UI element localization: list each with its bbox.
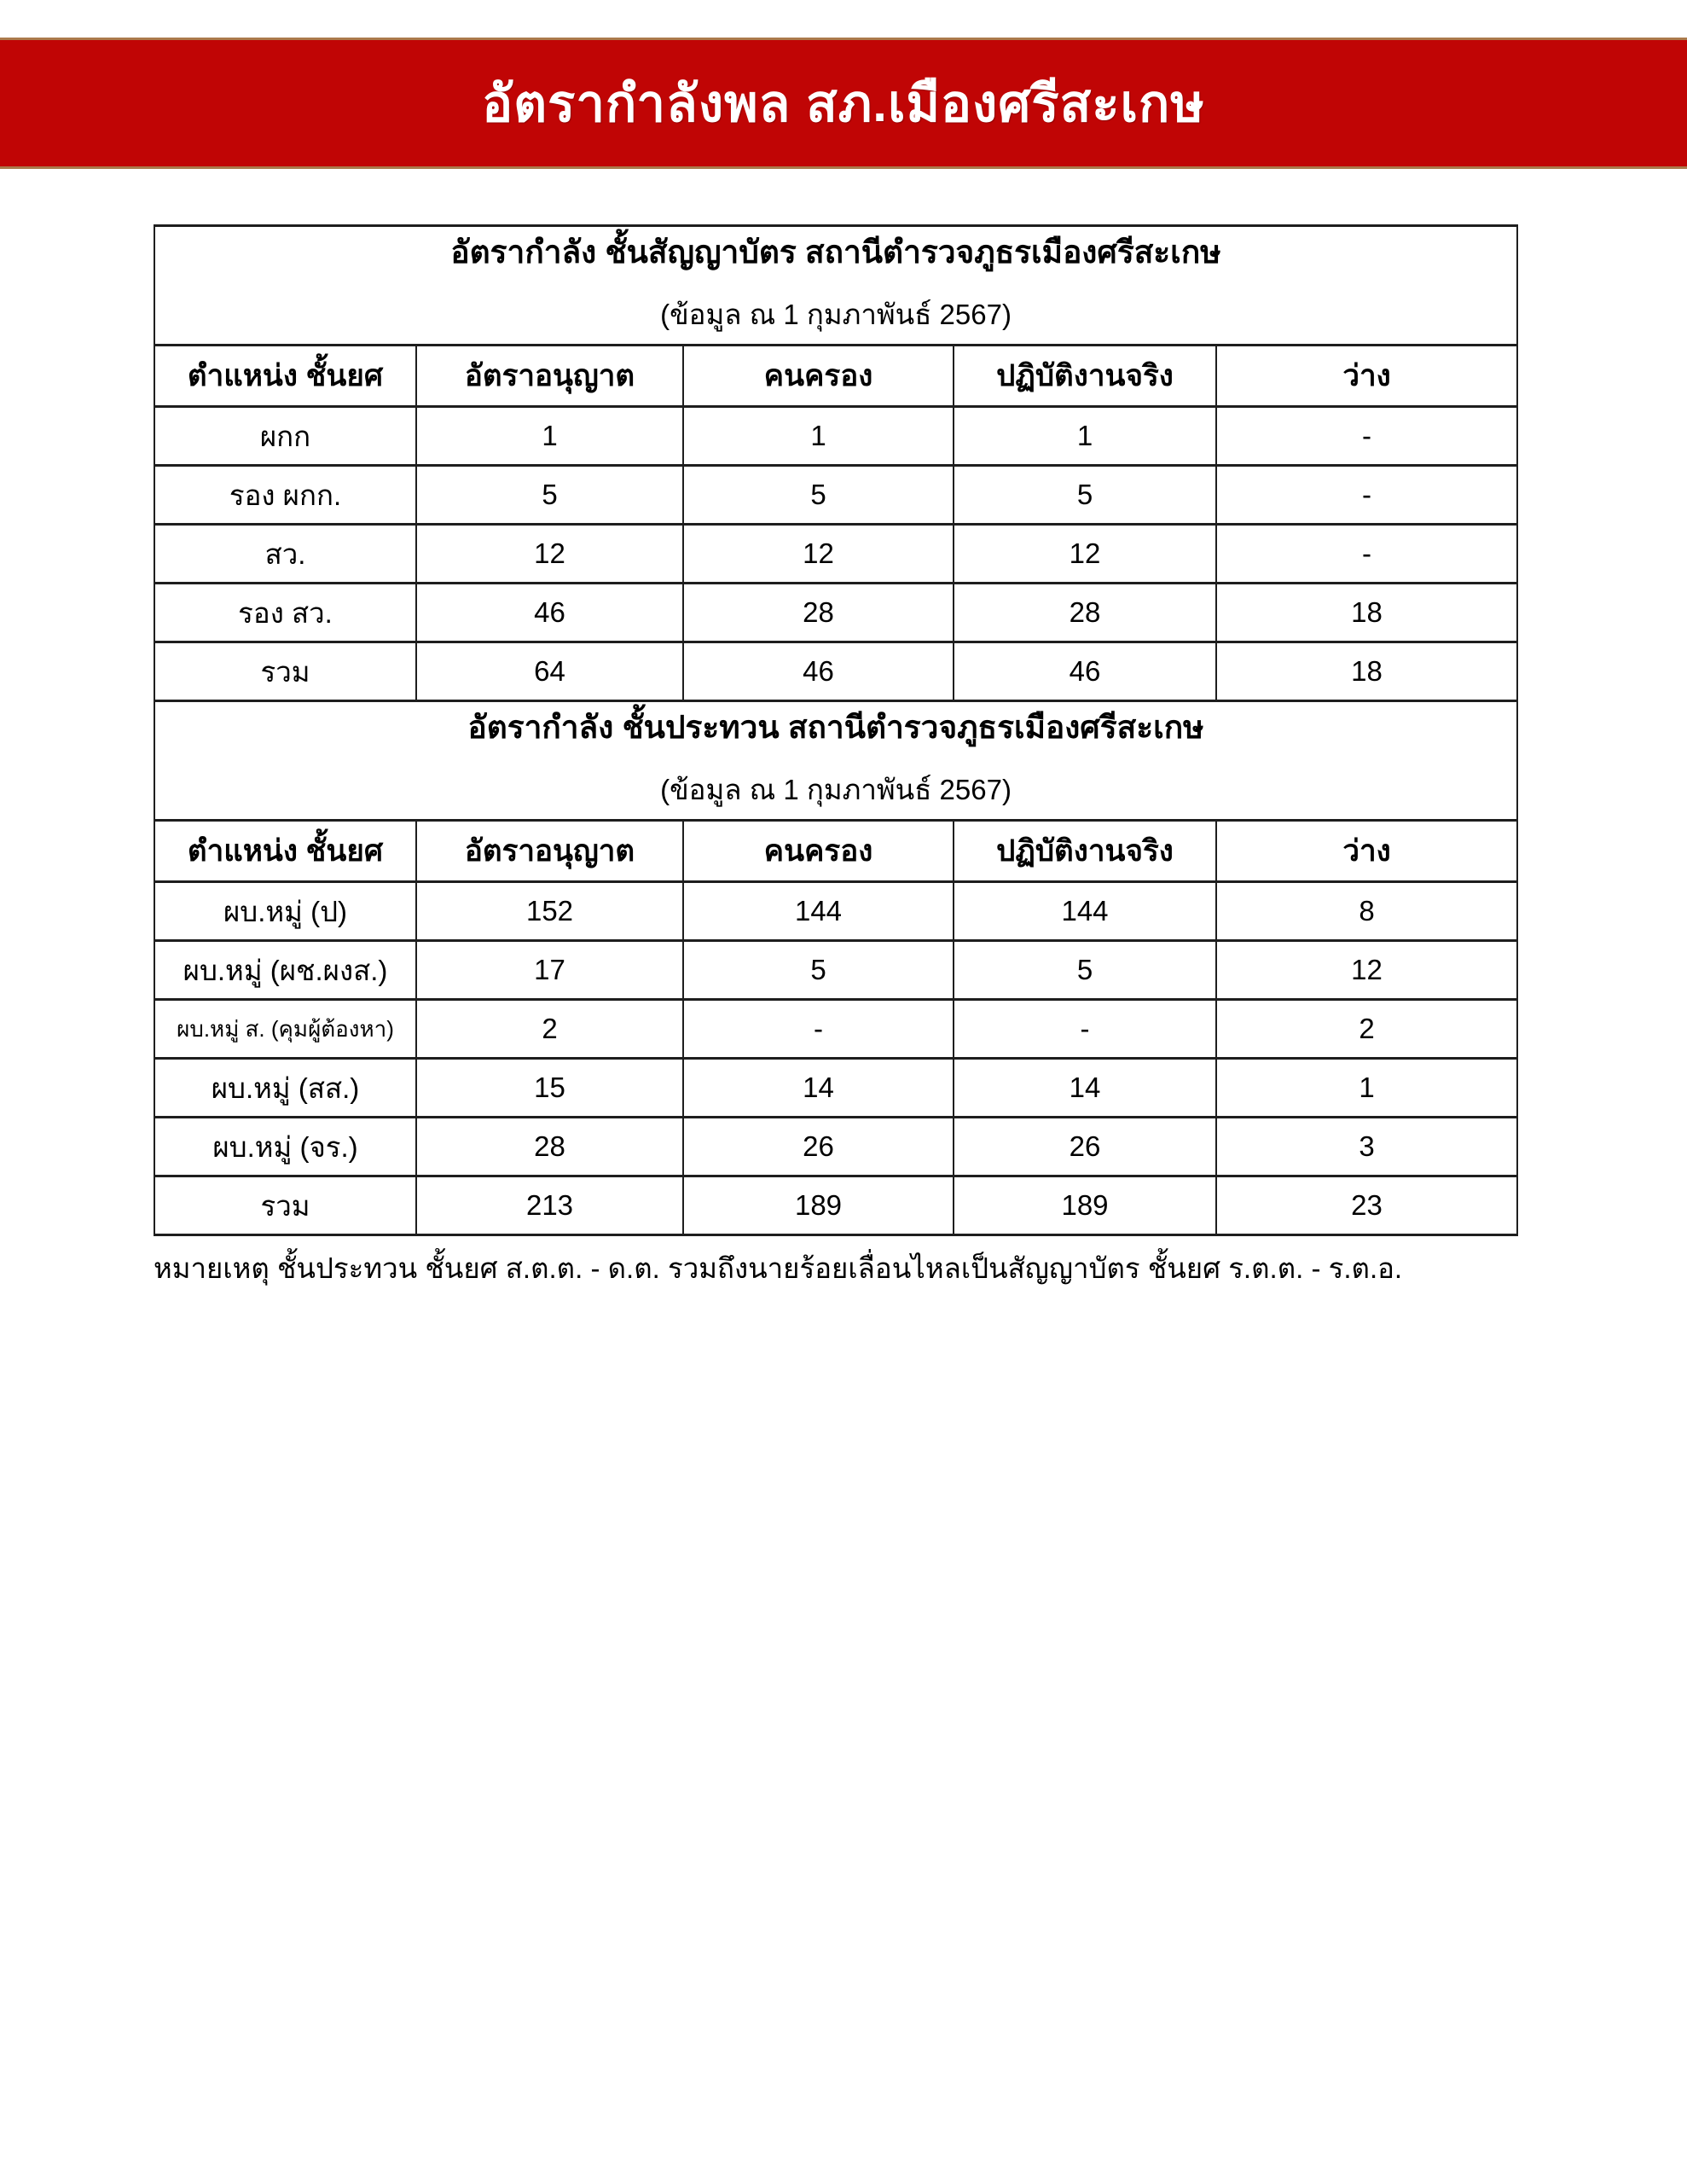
value-cell: 28 <box>954 584 1216 642</box>
value-cell: 5 <box>954 466 1216 525</box>
row-label: ผบ.หมู่ (สส.) <box>154 1059 416 1118</box>
table-row <box>154 882 1517 941</box>
column-header: ตำแหน่ง ชั้นยศ <box>154 346 416 407</box>
row-label: ผบ.หมู่ (จร.) <box>154 1118 416 1176</box>
section-header-row <box>154 226 1517 346</box>
column-header: ตำแหน่ง ชั้นยศ <box>154 821 416 882</box>
value-cell: 12 <box>1216 941 1517 1000</box>
value-cell: 28 <box>416 1118 683 1176</box>
value-cell: - <box>954 1000 1216 1059</box>
column-header: ว่าง <box>1216 346 1517 407</box>
value-cell: 1 <box>416 407 683 466</box>
section-header <box>154 701 1517 821</box>
value-cell: 152 <box>416 882 683 941</box>
section-title: อัตรากำลัง ชั้นสัญญาบัตร สถานีตำรวจภูธรเมืองศรีสะเกษ <box>450 235 1221 270</box>
value-cell: 189 <box>683 1176 954 1235</box>
row-label: ผบ.หมู่ (ผช.ผงส.) <box>154 941 416 1000</box>
value-cell: 189 <box>954 1176 1216 1235</box>
value-cell: 1 <box>954 407 1216 466</box>
table-row <box>154 407 1517 466</box>
column-header: อัตราอนุญาต <box>416 346 683 407</box>
value-cell: 144 <box>954 882 1216 941</box>
value-cell: 1 <box>1216 1059 1517 1118</box>
value-cell: - <box>1216 407 1517 466</box>
value-cell: 5 <box>416 466 683 525</box>
column-header: คนครอง <box>683 346 954 407</box>
value-cell: 14 <box>954 1059 1216 1118</box>
value-cell: 5 <box>683 941 954 1000</box>
total-row <box>154 1176 1517 1235</box>
section-header-row <box>154 701 1517 821</box>
value-cell: - <box>683 1000 954 1059</box>
value-cell: 12 <box>416 525 683 584</box>
column-header: ปฏิบัติงานจริง <box>954 821 1216 882</box>
page-title: อัตรากำลังพล สภ.เมืองศรีสะเกษ <box>482 74 1205 132</box>
value-cell: 12 <box>954 525 1216 584</box>
row-label: รวม <box>154 642 416 701</box>
value-cell: 213 <box>416 1176 683 1235</box>
row-label: รอง สว. <box>154 584 416 642</box>
column-header-row <box>154 821 1517 882</box>
value-cell: 14 <box>683 1059 954 1118</box>
table-row <box>154 941 1517 1000</box>
column-header: ปฏิบัติงานจริง <box>954 346 1216 407</box>
value-cell: 46 <box>954 642 1216 701</box>
table-row <box>154 1118 1517 1176</box>
table-row <box>154 1000 1517 1059</box>
title-banner <box>0 38 1687 169</box>
table-row <box>154 525 1517 584</box>
row-label: ผกก <box>154 407 416 466</box>
value-cell: 26 <box>683 1118 954 1176</box>
row-label: สว. <box>154 525 416 584</box>
value-cell: 2 <box>1216 1000 1517 1059</box>
column-header: อัตราอนุญาต <box>416 821 683 882</box>
value-cell: 8 <box>1216 882 1517 941</box>
footnote: หมายเหตุ ชั้นประทวน ชั้นยศ ส.ต.ต. - ด.ต. รวมถึงนายร้อยเลื่อนไหลเป็นสัญญาบัตร ชั้นยศ ร.ต.ต. - ร.ต.อ. <box>154 1252 1403 1284</box>
value-cell: 144 <box>683 882 954 941</box>
value-cell: 18 <box>1216 584 1517 642</box>
table-row <box>154 1059 1517 1118</box>
section-header <box>154 226 1517 346</box>
value-cell: - <box>1216 466 1517 525</box>
section-subtitle: (ข้อมูล ณ 1 กุมภาพันธ์ 2567) <box>660 773 1012 805</box>
value-cell: 5 <box>954 941 1216 1000</box>
row-label: รอง ผกก. <box>154 466 416 525</box>
value-cell: 18 <box>1216 642 1517 701</box>
value-cell: 46 <box>683 642 954 701</box>
value-cell: 46 <box>416 584 683 642</box>
value-cell: 12 <box>683 525 954 584</box>
section-title: อัตรากำลัง ชั้นประทวน สถานีตำรวจภูธรเมืองศรีสะเกษ <box>467 710 1204 745</box>
section-subtitle: (ข้อมูล ณ 1 กุมภาพันธ์ 2567) <box>660 298 1012 330</box>
row-label: ผบ.หมู่ ส. (คุมผู้ต้องหา) <box>154 1000 416 1059</box>
value-cell: 3 <box>1216 1118 1517 1176</box>
total-row <box>154 642 1517 701</box>
column-header: คนครอง <box>683 821 954 882</box>
value-cell: 1 <box>683 407 954 466</box>
value-cell: 2 <box>416 1000 683 1059</box>
row-label: รวม <box>154 1176 416 1235</box>
value-cell: 28 <box>683 584 954 642</box>
value-cell: 26 <box>954 1118 1216 1176</box>
value-cell: 23 <box>1216 1176 1517 1235</box>
value-cell: 5 <box>683 466 954 525</box>
value-cell: - <box>1216 525 1517 584</box>
column-header-row <box>154 346 1517 407</box>
value-cell: 15 <box>416 1059 683 1118</box>
row-label: ผบ.หมู่ (ป) <box>154 882 416 941</box>
personnel-table <box>154 224 1518 1236</box>
value-cell: 17 <box>416 941 683 1000</box>
table-row <box>154 466 1517 525</box>
column-header: ว่าง <box>1216 821 1517 882</box>
value-cell: 64 <box>416 642 683 701</box>
table-row <box>154 584 1517 642</box>
